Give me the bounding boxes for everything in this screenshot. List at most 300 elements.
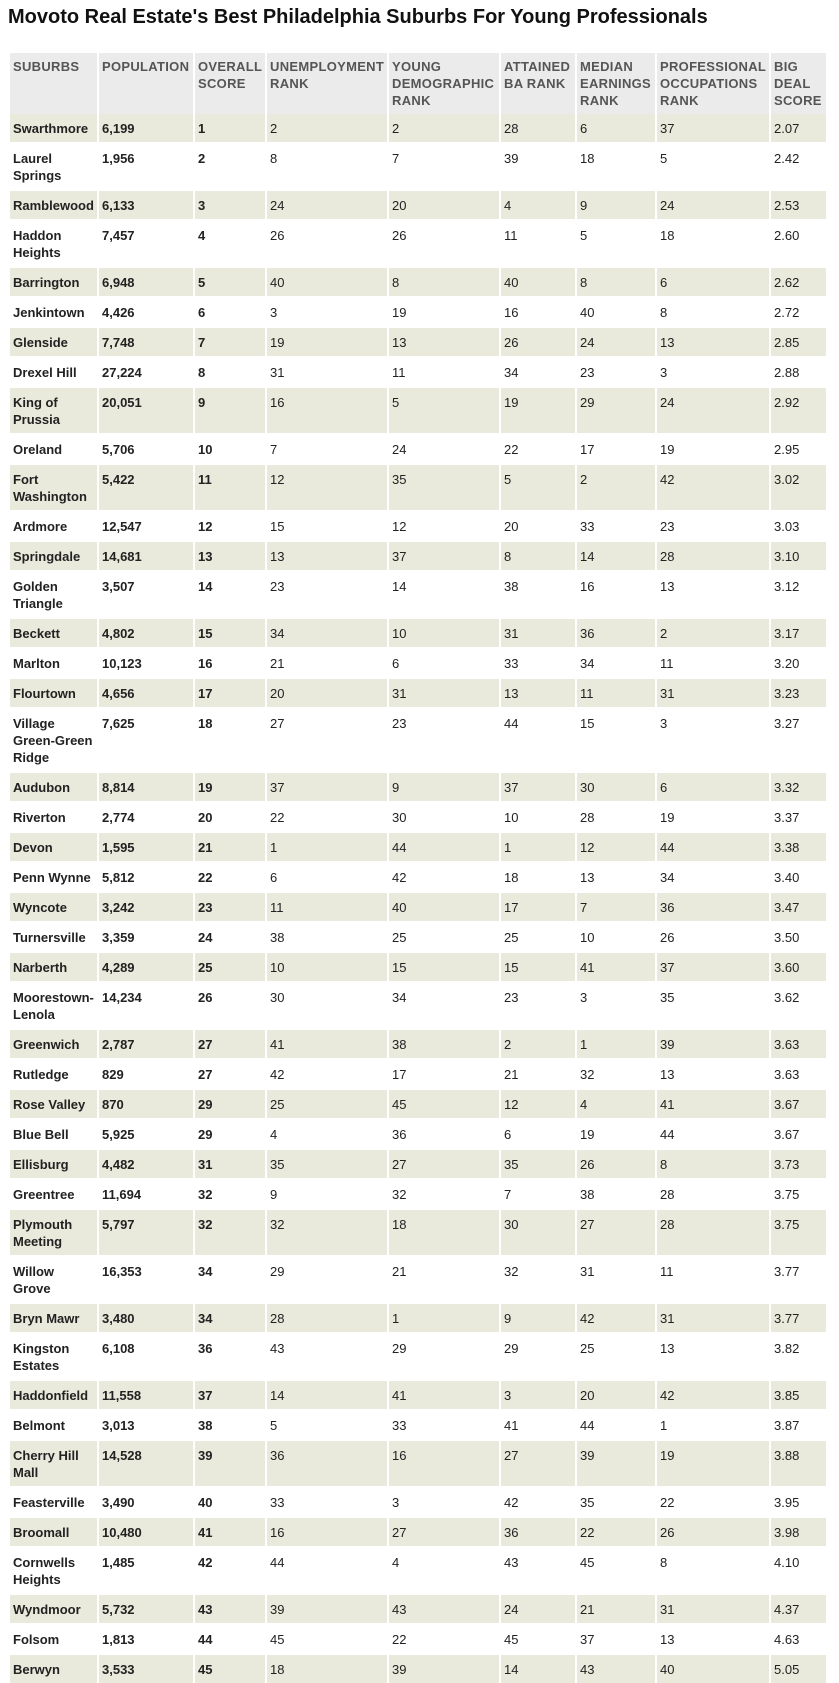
median-earnings-rank-cell: 31	[577, 1255, 655, 1302]
suburb-cell: King of Prussia	[10, 386, 97, 433]
professional-occupations-rank-cell: 35	[657, 981, 769, 1028]
big-deal-score-cell: 2.60	[771, 219, 826, 266]
population-cell: 2,774	[99, 801, 193, 831]
unemployment-rank-cell: 28	[267, 1302, 387, 1332]
young-demographic-rank-cell: 13	[389, 326, 499, 356]
overall-score-cell: 29	[195, 1118, 265, 1148]
young-demographic-rank-cell: 29	[389, 1332, 499, 1379]
population-cell: 7,457	[99, 219, 193, 266]
professional-occupations-rank-cell: 44	[657, 831, 769, 861]
big-deal-score-cell: 2.95	[771, 433, 826, 463]
attained-ba-rank-cell: 2	[501, 1028, 575, 1058]
median-earnings-rank-cell: 15	[577, 707, 655, 771]
professional-occupations-rank-cell: 41	[657, 1088, 769, 1118]
overall-score-cell: 41	[195, 1516, 265, 1546]
attained-ba-rank-cell: 4	[501, 189, 575, 219]
professional-occupations-rank-cell: 40	[657, 1653, 769, 1683]
population-cell: 6,948	[99, 266, 193, 296]
unemployment-rank-cell: 32	[267, 1208, 387, 1255]
median-earnings-rank-cell: 34	[577, 647, 655, 677]
suburb-cell: Plymouth Meeting	[10, 1208, 97, 1255]
professional-occupations-rank-cell: 8	[657, 296, 769, 326]
attained-ba-rank-cell: 7	[501, 1178, 575, 1208]
suburb-cell: Village Green-Green Ridge	[10, 707, 97, 771]
young-demographic-rank-cell: 4	[389, 1546, 499, 1593]
table-row	[10, 356, 826, 386]
column-header-professional-occupations-rank: PROFESSIONAL OCCUPATIONS RANK	[657, 53, 769, 114]
population-cell: 3,480	[99, 1302, 193, 1332]
overall-score-cell: 22	[195, 861, 265, 891]
attained-ba-rank-cell: 36	[501, 1516, 575, 1546]
professional-occupations-rank-cell: 2	[657, 617, 769, 647]
professional-occupations-rank-cell: 28	[657, 1178, 769, 1208]
professional-occupations-rank-cell: 37	[657, 114, 769, 142]
attained-ba-rank-cell: 1	[501, 831, 575, 861]
unemployment-rank-cell: 7	[267, 433, 387, 463]
population-cell: 6,108	[99, 1332, 193, 1379]
suburb-cell: Swarthmore	[10, 114, 97, 142]
table-row	[10, 707, 826, 771]
professional-occupations-rank-cell: 39	[657, 1028, 769, 1058]
median-earnings-rank-cell: 41	[577, 951, 655, 981]
population-cell: 5,732	[99, 1593, 193, 1623]
attained-ba-rank-cell: 6	[501, 1118, 575, 1148]
young-demographic-rank-cell: 33	[389, 1409, 499, 1439]
table-row	[10, 1593, 826, 1623]
big-deal-score-cell: 3.88	[771, 1439, 826, 1486]
unemployment-rank-cell: 31	[267, 356, 387, 386]
suburb-cell: Fort Washington	[10, 463, 97, 510]
big-deal-score-cell: 3.10	[771, 540, 826, 570]
suburb-cell: Moorestown-Lenola	[10, 981, 97, 1028]
professional-occupations-rank-cell: 8	[657, 1546, 769, 1593]
unemployment-rank-cell: 40	[267, 266, 387, 296]
attained-ba-rank-cell: 41	[501, 1409, 575, 1439]
big-deal-score-cell: 3.60	[771, 951, 826, 981]
population-cell: 14,234	[99, 981, 193, 1028]
overall-score-cell: 38	[195, 1409, 265, 1439]
young-demographic-rank-cell: 32	[389, 1178, 499, 1208]
overall-score-cell: 14	[195, 570, 265, 617]
attained-ba-rank-cell: 38	[501, 570, 575, 617]
median-earnings-rank-cell: 45	[577, 1546, 655, 1593]
professional-occupations-rank-cell: 44	[657, 1118, 769, 1148]
unemployment-rank-cell: 2	[267, 114, 387, 142]
median-earnings-rank-cell: 7	[577, 891, 655, 921]
population-cell: 3,013	[99, 1409, 193, 1439]
table-row	[10, 296, 826, 326]
median-earnings-rank-cell: 2	[577, 463, 655, 510]
suburb-cell: Blue Bell	[10, 1118, 97, 1148]
big-deal-score-cell: 3.75	[771, 1178, 826, 1208]
young-demographic-rank-cell: 35	[389, 463, 499, 510]
professional-occupations-rank-cell: 22	[657, 1486, 769, 1516]
unemployment-rank-cell: 43	[267, 1332, 387, 1379]
young-demographic-rank-cell: 15	[389, 951, 499, 981]
median-earnings-rank-cell: 24	[577, 326, 655, 356]
professional-occupations-rank-cell: 8	[657, 1148, 769, 1178]
suburb-cell: Folsom	[10, 1623, 97, 1653]
young-demographic-rank-cell: 12	[389, 510, 499, 540]
table-row	[10, 386, 826, 433]
professional-occupations-rank-cell: 5	[657, 142, 769, 189]
big-deal-score-cell: 3.37	[771, 801, 826, 831]
suburb-cell: Riverton	[10, 801, 97, 831]
median-earnings-rank-cell: 43	[577, 1653, 655, 1683]
overall-score-cell: 24	[195, 921, 265, 951]
unemployment-rank-cell: 12	[267, 463, 387, 510]
unemployment-rank-cell: 21	[267, 647, 387, 677]
attained-ba-rank-cell: 10	[501, 801, 575, 831]
big-deal-score-cell: 3.62	[771, 981, 826, 1028]
table-row	[10, 1302, 826, 1332]
median-earnings-rank-cell: 35	[577, 1486, 655, 1516]
suburb-cell: Cherry Hill Mall	[10, 1439, 97, 1486]
median-earnings-rank-cell: 25	[577, 1332, 655, 1379]
overall-score-cell: 45	[195, 1653, 265, 1683]
attained-ba-rank-cell: 20	[501, 510, 575, 540]
overall-score-cell: 4	[195, 219, 265, 266]
attained-ba-rank-cell: 35	[501, 1148, 575, 1178]
professional-occupations-rank-cell: 24	[657, 386, 769, 433]
table-row	[10, 1653, 826, 1683]
median-earnings-rank-cell: 21	[577, 1593, 655, 1623]
unemployment-rank-cell: 9	[267, 1178, 387, 1208]
overall-score-cell: 31	[195, 1148, 265, 1178]
unemployment-rank-cell: 39	[267, 1593, 387, 1623]
median-earnings-rank-cell: 18	[577, 142, 655, 189]
median-earnings-rank-cell: 44	[577, 1409, 655, 1439]
young-demographic-rank-cell: 41	[389, 1379, 499, 1409]
population-cell: 12,547	[99, 510, 193, 540]
young-demographic-rank-cell: 21	[389, 1255, 499, 1302]
unemployment-rank-cell: 10	[267, 951, 387, 981]
median-earnings-rank-cell: 6	[577, 114, 655, 142]
median-earnings-rank-cell: 38	[577, 1178, 655, 1208]
big-deal-score-cell: 3.63	[771, 1028, 826, 1058]
median-earnings-rank-cell: 30	[577, 771, 655, 801]
young-demographic-rank-cell: 36	[389, 1118, 499, 1148]
table-row	[10, 1332, 826, 1379]
big-deal-score-cell: 2.07	[771, 114, 826, 142]
overall-score-cell: 42	[195, 1546, 265, 1593]
young-demographic-rank-cell: 25	[389, 921, 499, 951]
big-deal-score-cell: 3.32	[771, 771, 826, 801]
unemployment-rank-cell: 35	[267, 1148, 387, 1178]
big-deal-score-cell: 2.53	[771, 189, 826, 219]
population-cell: 4,426	[99, 296, 193, 326]
attained-ba-rank-cell: 12	[501, 1088, 575, 1118]
unemployment-rank-cell: 29	[267, 1255, 387, 1302]
attained-ba-rank-cell: 44	[501, 707, 575, 771]
attained-ba-rank-cell: 43	[501, 1546, 575, 1593]
population-cell: 2,787	[99, 1028, 193, 1058]
big-deal-score-cell: 3.38	[771, 831, 826, 861]
big-deal-score-cell: 2.88	[771, 356, 826, 386]
professional-occupations-rank-cell: 23	[657, 510, 769, 540]
big-deal-score-cell: 3.87	[771, 1409, 826, 1439]
suburb-cell: Wyncote	[10, 891, 97, 921]
table-row	[10, 1208, 826, 1255]
young-demographic-rank-cell: 43	[389, 1593, 499, 1623]
suburb-cell: Ramblewood	[10, 189, 97, 219]
column-header-unemployment-rank: UNEMPLOYMENT RANK	[267, 53, 387, 114]
overall-score-cell: 23	[195, 891, 265, 921]
unemployment-rank-cell: 16	[267, 1516, 387, 1546]
median-earnings-rank-cell: 40	[577, 296, 655, 326]
unemployment-rank-cell: 16	[267, 386, 387, 433]
table-row	[10, 1118, 826, 1148]
population-cell: 4,482	[99, 1148, 193, 1178]
median-earnings-rank-cell: 10	[577, 921, 655, 951]
professional-occupations-rank-cell: 19	[657, 433, 769, 463]
population-cell: 4,802	[99, 617, 193, 647]
unemployment-rank-cell: 27	[267, 707, 387, 771]
suburb-cell: Feasterville	[10, 1486, 97, 1516]
attained-ba-rank-cell: 42	[501, 1486, 575, 1516]
suburb-cell: Beckett	[10, 617, 97, 647]
table-row	[10, 1088, 826, 1118]
professional-occupations-rank-cell: 13	[657, 1623, 769, 1653]
table-row	[10, 831, 826, 861]
unemployment-rank-cell: 37	[267, 771, 387, 801]
young-demographic-rank-cell: 18	[389, 1208, 499, 1255]
professional-occupations-rank-cell: 36	[657, 891, 769, 921]
unemployment-rank-cell: 14	[267, 1379, 387, 1409]
unemployment-rank-cell: 18	[267, 1653, 387, 1683]
population-cell: 1,813	[99, 1623, 193, 1653]
column-header-attained-ba-rank: ATTAINED BA RANK	[501, 53, 575, 114]
unemployment-rank-cell: 25	[267, 1088, 387, 1118]
unemployment-rank-cell: 33	[267, 1486, 387, 1516]
suburb-cell: Oreland	[10, 433, 97, 463]
big-deal-score-cell: 5.05	[771, 1653, 826, 1683]
unemployment-rank-cell: 42	[267, 1058, 387, 1088]
unemployment-rank-cell: 38	[267, 921, 387, 951]
unemployment-rank-cell: 30	[267, 981, 387, 1028]
median-earnings-rank-cell: 42	[577, 1302, 655, 1332]
young-demographic-rank-cell: 22	[389, 1623, 499, 1653]
professional-occupations-rank-cell: 26	[657, 921, 769, 951]
professional-occupations-rank-cell: 24	[657, 189, 769, 219]
median-earnings-rank-cell: 5	[577, 219, 655, 266]
big-deal-score-cell: 3.03	[771, 510, 826, 540]
professional-occupations-rank-cell: 28	[657, 1208, 769, 1255]
population-cell: 4,289	[99, 951, 193, 981]
unemployment-rank-cell: 1	[267, 831, 387, 861]
attained-ba-rank-cell: 32	[501, 1255, 575, 1302]
suburb-cell: Willow Grove	[10, 1255, 97, 1302]
table-row	[10, 1178, 826, 1208]
suburb-cell: Belmont	[10, 1409, 97, 1439]
big-deal-score-cell: 3.85	[771, 1379, 826, 1409]
suburb-cell: Springdale	[10, 540, 97, 570]
unemployment-rank-cell: 41	[267, 1028, 387, 1058]
attained-ba-rank-cell: 22	[501, 433, 575, 463]
suburb-cell: Penn Wynne	[10, 861, 97, 891]
overall-score-cell: 9	[195, 386, 265, 433]
professional-occupations-rank-cell: 31	[657, 1302, 769, 1332]
median-earnings-rank-cell: 33	[577, 510, 655, 540]
population-cell: 1,956	[99, 142, 193, 189]
professional-occupations-rank-cell: 31	[657, 1593, 769, 1623]
big-deal-score-cell: 2.85	[771, 326, 826, 356]
suburb-cell: Wyndmoor	[10, 1593, 97, 1623]
table-row	[10, 677, 826, 707]
professional-occupations-rank-cell: 3	[657, 356, 769, 386]
suburb-cell: Haddonfield	[10, 1379, 97, 1409]
attained-ba-rank-cell: 28	[501, 114, 575, 142]
professional-occupations-rank-cell: 31	[657, 677, 769, 707]
unemployment-rank-cell: 26	[267, 219, 387, 266]
professional-occupations-rank-cell: 6	[657, 266, 769, 296]
suburb-cell: Flourtown	[10, 677, 97, 707]
population-cell: 829	[99, 1058, 193, 1088]
professional-occupations-rank-cell: 26	[657, 1516, 769, 1546]
young-demographic-rank-cell: 5	[389, 386, 499, 433]
professional-occupations-rank-cell: 6	[657, 771, 769, 801]
median-earnings-rank-cell: 11	[577, 677, 655, 707]
young-demographic-rank-cell: 17	[389, 1058, 499, 1088]
big-deal-score-cell: 3.27	[771, 707, 826, 771]
median-earnings-rank-cell: 13	[577, 861, 655, 891]
median-earnings-rank-cell: 26	[577, 1148, 655, 1178]
table-row	[10, 1623, 826, 1653]
table-row	[10, 647, 826, 677]
median-earnings-rank-cell: 19	[577, 1118, 655, 1148]
professional-occupations-rank-cell: 42	[657, 463, 769, 510]
overall-score-cell: 40	[195, 1486, 265, 1516]
overall-score-cell: 16	[195, 647, 265, 677]
median-earnings-rank-cell: 22	[577, 1516, 655, 1546]
unemployment-rank-cell: 15	[267, 510, 387, 540]
young-demographic-rank-cell: 37	[389, 540, 499, 570]
attained-ba-rank-cell: 3	[501, 1379, 575, 1409]
attained-ba-rank-cell: 45	[501, 1623, 575, 1653]
professional-occupations-rank-cell: 18	[657, 219, 769, 266]
attained-ba-rank-cell: 18	[501, 861, 575, 891]
population-cell: 3,490	[99, 1486, 193, 1516]
big-deal-score-cell: 3.20	[771, 647, 826, 677]
professional-occupations-rank-cell: 13	[657, 1332, 769, 1379]
median-earnings-rank-cell: 27	[577, 1208, 655, 1255]
professional-occupations-rank-cell: 42	[657, 1379, 769, 1409]
suburb-cell: Kingston Estates	[10, 1332, 97, 1379]
overall-score-cell: 32	[195, 1178, 265, 1208]
big-deal-score-cell: 3.23	[771, 677, 826, 707]
attained-ba-rank-cell: 15	[501, 951, 575, 981]
young-demographic-rank-cell: 40	[389, 891, 499, 921]
suburb-cell: Haddon Heights	[10, 219, 97, 266]
table-row	[10, 1409, 826, 1439]
median-earnings-rank-cell: 16	[577, 570, 655, 617]
professional-occupations-rank-cell: 34	[657, 861, 769, 891]
big-deal-score-cell: 3.67	[771, 1088, 826, 1118]
unemployment-rank-cell: 6	[267, 861, 387, 891]
attained-ba-rank-cell: 34	[501, 356, 575, 386]
young-demographic-rank-cell: 16	[389, 1439, 499, 1486]
population-cell: 1,485	[99, 1546, 193, 1593]
overall-score-cell: 5	[195, 266, 265, 296]
big-deal-score-cell: 3.95	[771, 1486, 826, 1516]
suburb-cell: Berwyn	[10, 1653, 97, 1683]
population-cell: 10,123	[99, 647, 193, 677]
overall-score-cell: 13	[195, 540, 265, 570]
population-cell: 7,748	[99, 326, 193, 356]
young-demographic-rank-cell: 44	[389, 831, 499, 861]
big-deal-score-cell: 3.02	[771, 463, 826, 510]
overall-score-cell: 7	[195, 326, 265, 356]
suburb-cell: Cornwells Heights	[10, 1546, 97, 1593]
median-earnings-rank-cell: 4	[577, 1088, 655, 1118]
young-demographic-rank-cell: 45	[389, 1088, 499, 1118]
young-demographic-rank-cell: 42	[389, 861, 499, 891]
suburb-cell: Rutledge	[10, 1058, 97, 1088]
unemployment-rank-cell: 36	[267, 1439, 387, 1486]
attained-ba-rank-cell: 29	[501, 1332, 575, 1379]
big-deal-score-cell: 4.10	[771, 1546, 826, 1593]
overall-score-cell: 6	[195, 296, 265, 326]
median-earnings-rank-cell: 14	[577, 540, 655, 570]
column-header-young-demographic-rank: YOUNG DEMOGRAPHIC RANK	[389, 53, 499, 114]
population-cell: 10,480	[99, 1516, 193, 1546]
table-row	[10, 891, 826, 921]
table-row	[10, 951, 826, 981]
attained-ba-rank-cell: 23	[501, 981, 575, 1028]
overall-score-cell: 32	[195, 1208, 265, 1255]
attained-ba-rank-cell: 5	[501, 463, 575, 510]
table-row	[10, 463, 826, 510]
unemployment-rank-cell: 13	[267, 540, 387, 570]
overall-score-cell: 17	[195, 677, 265, 707]
big-deal-score-cell: 3.50	[771, 921, 826, 951]
unemployment-rank-cell: 4	[267, 1118, 387, 1148]
overall-score-cell: 15	[195, 617, 265, 647]
median-earnings-rank-cell: 9	[577, 189, 655, 219]
median-earnings-rank-cell: 23	[577, 356, 655, 386]
column-header-median-earnings-rank: MEDIAN EARNINGS RANK	[577, 53, 655, 114]
overall-score-cell: 10	[195, 433, 265, 463]
professional-occupations-rank-cell: 19	[657, 1439, 769, 1486]
median-earnings-rank-cell: 36	[577, 617, 655, 647]
attained-ba-rank-cell: 14	[501, 1653, 575, 1683]
median-earnings-rank-cell: 17	[577, 433, 655, 463]
overall-score-cell: 8	[195, 356, 265, 386]
table-row	[10, 1028, 826, 1058]
overall-score-cell: 3	[195, 189, 265, 219]
overall-score-cell: 20	[195, 801, 265, 831]
suburb-cell: Golden Triangle	[10, 570, 97, 617]
suburb-cell: Marlton	[10, 647, 97, 677]
suburb-cell: Audubon	[10, 771, 97, 801]
population-cell: 3,242	[99, 891, 193, 921]
attained-ba-rank-cell: 33	[501, 647, 575, 677]
population-cell: 5,706	[99, 433, 193, 463]
big-deal-score-cell: 3.67	[771, 1118, 826, 1148]
big-deal-score-cell: 3.63	[771, 1058, 826, 1088]
suburb-cell: Greenwich	[10, 1028, 97, 1058]
young-demographic-rank-cell: 8	[389, 266, 499, 296]
unemployment-rank-cell: 22	[267, 801, 387, 831]
suburb-cell: Narberth	[10, 951, 97, 981]
table-row	[10, 1439, 826, 1486]
median-earnings-rank-cell: 3	[577, 981, 655, 1028]
median-earnings-rank-cell: 12	[577, 831, 655, 861]
population-cell: 3,533	[99, 1653, 193, 1683]
big-deal-score-cell: 2.72	[771, 296, 826, 326]
column-header-suburbs: SUBURBS	[10, 53, 97, 114]
young-demographic-rank-cell: 11	[389, 356, 499, 386]
